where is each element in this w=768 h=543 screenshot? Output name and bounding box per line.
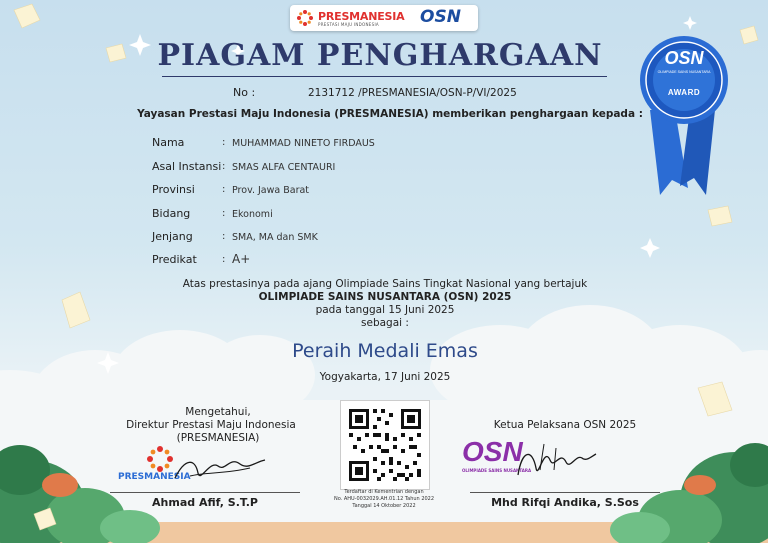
body-as-label: sebagai : xyxy=(361,317,409,329)
right-signature xyxy=(510,440,600,485)
field-value-jenjang: SMA, MA dan SMK xyxy=(232,232,318,243)
field-label-jenjang: Jenjang xyxy=(152,230,193,243)
field-label-asal-instansi: Asal Instansi xyxy=(152,160,222,173)
number-value: 2131712 /PRESMANESIA/OSN-P/VI/2025 xyxy=(308,87,517,99)
body-date-line: pada tanggal 15 Juni 2025 xyxy=(315,304,455,316)
award-ring-text: OLIMPIADE SAINS NUSANTARA xyxy=(657,70,711,74)
field-colon: : xyxy=(222,161,226,172)
right-signatory-role: Ketua Pelaksana OSN 2025 xyxy=(493,419,637,431)
field-value-asal-instansi: SMAS ALFA CENTAURI xyxy=(232,162,336,173)
left-signatory-line1: Mengetahui, xyxy=(185,406,251,418)
field-label-predikat: Predikat xyxy=(152,253,197,266)
left-signatory-line2: Direktur Prestasi Maju Indonesia xyxy=(126,419,296,431)
right-osn-logo-sub: OLIMPIADE SAINS NUSANTARA xyxy=(462,468,532,473)
certificate-title: PIAGAM PENGHARGAAN xyxy=(157,38,603,73)
field-value-bidang: Ekonomi xyxy=(232,209,273,220)
left-logo-text: PRESMANESIA xyxy=(118,472,191,482)
header-osn-logo: OSN xyxy=(420,7,461,27)
left-signatory-line3: (PRESMANESIA) xyxy=(176,432,260,444)
left-signature xyxy=(170,448,270,488)
registration-line2: No. AHU-0032029.AH.01.12 Tahun 2022 xyxy=(333,496,435,502)
presmanesia-logo-icon xyxy=(296,9,314,27)
field-colon: : xyxy=(222,137,226,148)
field-label-nama: Nama xyxy=(152,136,185,149)
left-signatory-name: Ahmad Afif, S.T.P xyxy=(152,496,258,509)
number-label: No : xyxy=(233,86,256,99)
header-logo-bar xyxy=(290,5,478,31)
registration-line3: Tanggal 14 Oktober 2022 xyxy=(352,503,416,509)
qr-code-icon xyxy=(341,401,429,489)
place-date: Yogyakarta, 17 Juni 2025 xyxy=(319,371,451,383)
field-colon: : xyxy=(222,208,226,219)
header-brand-name: PRESMANESIA xyxy=(318,10,405,23)
achievement-title: Peraih Medali Emas xyxy=(292,340,478,362)
field-value-nama: MUHAMMAD NINETO FIRDAUS xyxy=(232,138,375,149)
award-label: AWARD xyxy=(667,88,701,97)
field-value-provinsi: Prov. Jawa Barat xyxy=(232,185,310,196)
field-colon: : xyxy=(222,231,226,242)
body-line1: Atas prestasinya pada ajang Olimpiade Sains Tingkat Nasional yang bertajuk xyxy=(182,278,588,290)
intro-text: Yayasan Prestasi Maju Indonesia (PRESMANESIA) memberikan penghargaan kepada : xyxy=(137,108,643,120)
award-osn-logo: OSN xyxy=(664,48,704,68)
right-signatory-name: Mhd Rifqi Andika, S.Sos xyxy=(491,496,639,509)
body-event-name: OLIMPIADE SAINS NUSANTARA (OSN) 2025 xyxy=(258,291,512,303)
title-underline xyxy=(162,76,607,77)
left-signature-line xyxy=(110,492,300,493)
header-brand-tagline: PRESTASI MAJU INDONESIA xyxy=(318,22,379,27)
field-colon: : xyxy=(222,184,226,195)
registration-line1: Terdaftar di Kementrian dengan xyxy=(344,489,424,495)
right-signature-line xyxy=(470,492,660,493)
field-label-bidang: Bidang xyxy=(152,207,191,220)
right-osn-logo: OSN xyxy=(462,436,523,467)
field-value-predikat: A+ xyxy=(232,252,251,266)
qr-code-frame xyxy=(340,400,430,490)
field-label-provinsi: Provinsi xyxy=(152,183,195,196)
field-colon: : xyxy=(222,254,226,265)
